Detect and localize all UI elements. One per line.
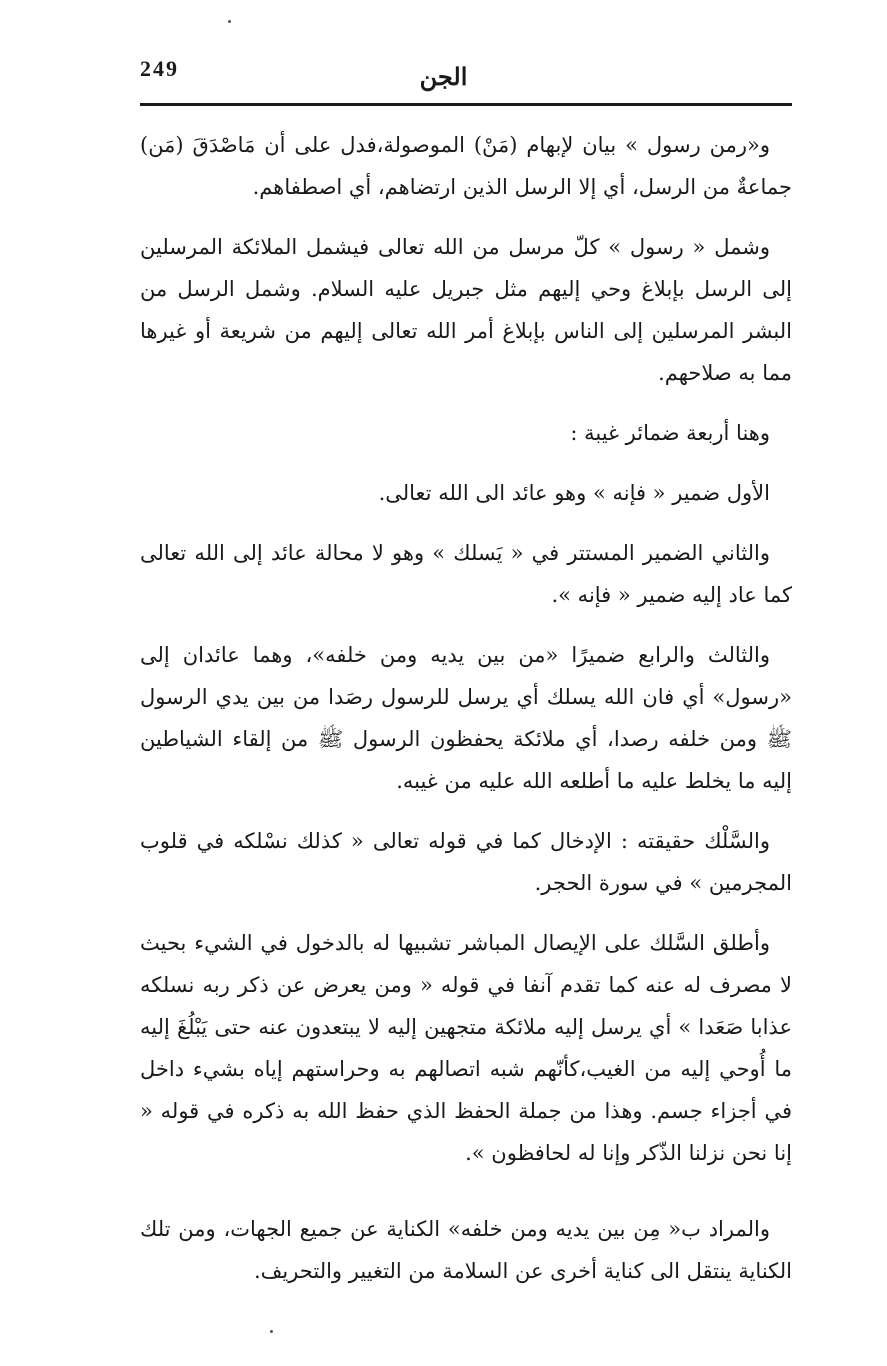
paragraph: والثالث والرابع ضميرًا «من بين يديه ومن خلفه»، وهما عائدان إلى «رسول» أي فان الله يسلك أي يرسل للرسول رصَدا من بين يدي الرسول ﷺ ومن خلفه رصدا، أي ملائكة يحفظون الرسول ﷺ من إلقاء الشياطين إليه ما يخلط عليه ما أطلعه الله عليه من غيبه. [140, 643, 792, 793]
paragraph: و«رمن رسول » بيان لإبهام (مَنْ) الموصولة،فدل على أن مَاصْدَقَ (مَن) جماعةٌ من الرسل، أي إلا الرسل الذين ارتضاهم، أي اصطفاهم. [140, 133, 792, 199]
paragraph: الأول ضمير « فإنه » وهو عائد الى الله تعالى. [378, 481, 770, 505]
paragraph: وهنا أربعة ضمائر غيبة : [570, 421, 770, 445]
header-rule [140, 103, 792, 106]
scan-speck [228, 20, 231, 23]
paragraph: والثاني الضمير المستتر في « يَسلك » وهو لا محالة عائد إلى الله تعالى كما عاد إليه ضمير « فإنه ». [140, 541, 792, 607]
paragraph: وأطلق السَّلك على الإيصال المباشر تشبيها له بالدخول في الشيء بحيث لا مصرف له عنه كما تقدم آنفا في قوله « ومن يعرض عن ذكر ربه نسلكه عذابا صَعَدا » أي يرسل إليه ملائكة متجهين إليه لا يبتعدون عنه حتى يَبْلُغَ إليه ما أُوحي إليه من الغيب،كأنّهم شبه اتصالهم به وحراستهم إياه بشيء داخل في أجزاء جسم. وهذا من جملة الحفظ الذي حفظ الله به ذكره في قوله « إنا نحن نزلنا الذّكر وإنا له لحافظون ». [140, 931, 792, 1165]
running-title: الجن [419, 62, 468, 91]
paragraph: والمراد ب« مِن بين يديه ومن خلفه» الكناية عن جميع الجهات، ومن تلك الكناية ينتقل الى كناية أخرى عن السلامة من التغيير والتحريف. [140, 1217, 792, 1283]
paragraph: والسَّلْك حقيقته : الإدخال كما في قوله تعالى « كذلك نسْلكه في قلوب المجرمين » في سورة الحجر. [140, 829, 792, 895]
body-text [140, 124, 792, 1310]
page-number: 249 [140, 56, 179, 81]
scan-speck [270, 1330, 273, 1333]
paragraph: وشمل « رسول » كلّ مرسل من الله تعالى فيشمل الملائكة المرسلين إلى الرسل بإبلاغ وحي إليهم مثل جبريل عليه السلام. وشمل الرسل من البشر المرسلين إلى الناس بإبلاغ أمر الله تعالى إليهم من شريعة أو غيرها مما به صلاحهم. [140, 235, 792, 385]
